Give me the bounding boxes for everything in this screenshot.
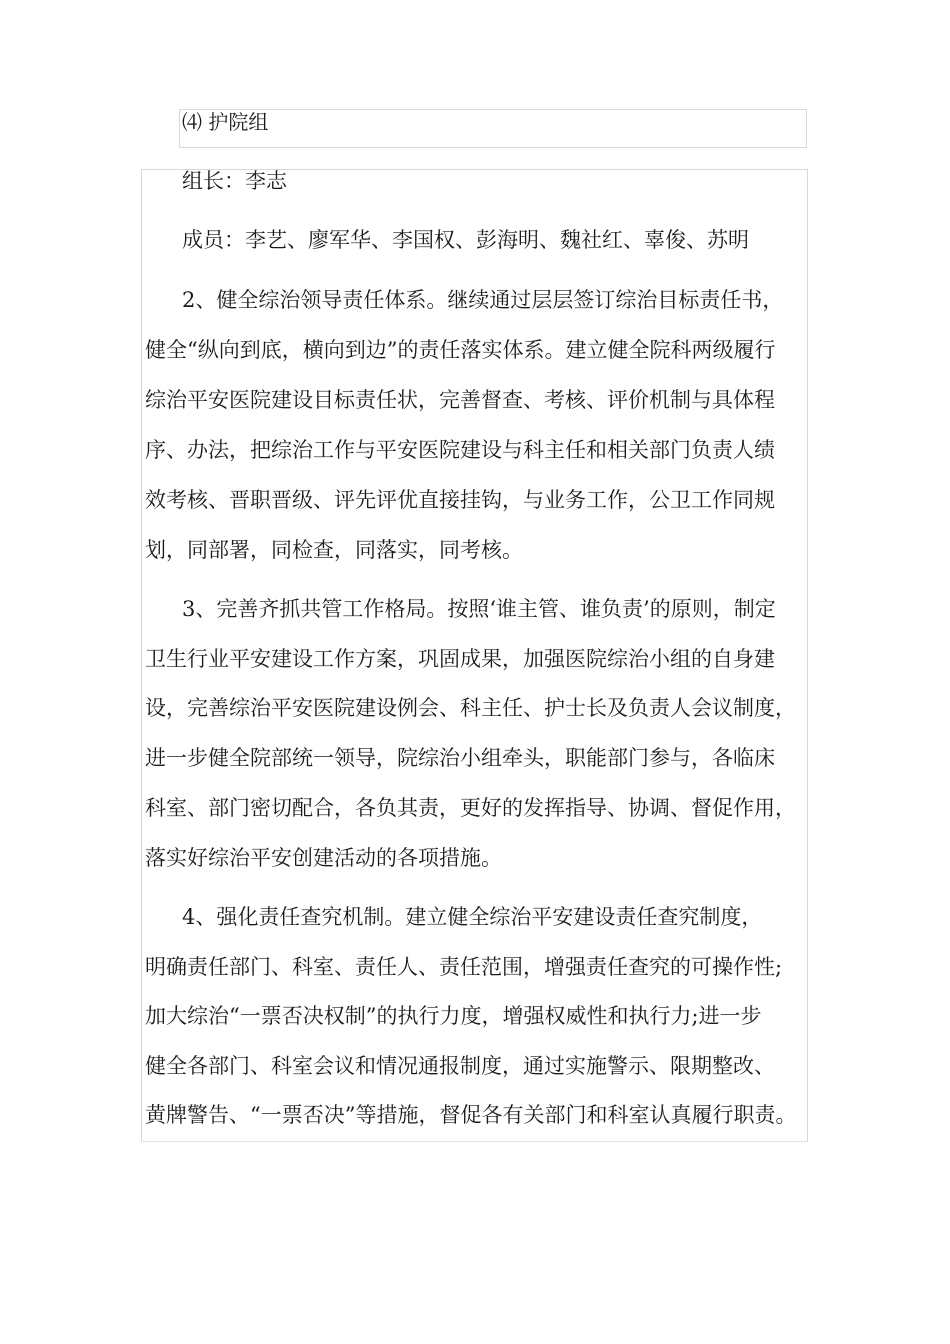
paragraph-line: 明确责任部门、科室、责任人、责任范围，增强责任查究的可操作性; <box>145 955 783 979</box>
paragraph-line: 落实好综治平安创建活动的各项措施。 <box>145 846 502 870</box>
paragraph-line: 加大综治“一票否决权制”的执行力度，增强权威性和执行力;进一步 <box>145 1004 762 1028</box>
paragraph-line: 3、完善齐抓共管工作格局。按照‘谁主管、谁负责’的原则，制定 <box>182 597 776 621</box>
paragraph-line: 2、健全综治领导责任体系。继续通过层层签订综治目标责任书， <box>182 288 784 312</box>
paragraph-line: 划，同部署，同检查，同落实，同考核。 <box>145 538 523 562</box>
paragraph-line: 健全各部门、科室会议和情况通报制度，通过实施警示、限期整改、 <box>145 1054 775 1078</box>
group-leader: 组长：李志 <box>182 169 287 193</box>
paragraph-line: 进一步健全院部统一领导，院综治小组牵头，职能部门参与，各临床 <box>145 746 775 770</box>
paragraph-line: 卫生行业平安建设工作方案，巩固成果，加强医院综治小组的自身建 <box>145 647 775 671</box>
section-heading: ⑷ 护院组 <box>182 110 269 134</box>
paragraph-line: 综治平安医院建设目标责任状，完善督查、考核、评价机制与具体程 <box>145 388 775 412</box>
group-members: 成员：李艺、廖军华、李国权、彭海明、魏社红、辜俊、苏明 <box>182 228 749 252</box>
paragraph-line: 设，完善综治平安医院建设例会、科主任、护士长及负责人会议制度， <box>145 696 796 720</box>
paragraph-line: 科室、部门密切配合，各负其责，更好的发挥指导、协调、督促作用， <box>145 796 796 820</box>
heading-frame <box>179 109 807 148</box>
paragraph-line: 效考核、晋职晋级、评先评优直接挂钩，与业务工作，公卫工作同规 <box>145 488 775 512</box>
paragraph-line: 序、办法，把综治工作与平安医院建设与科主任和相关部门负责人绩 <box>145 438 775 462</box>
paragraph-line: 黄牌警告、“一票否决”等措施，督促各有关部门和科室认真履行职责。 <box>145 1103 797 1127</box>
paragraph-line: 健全“纵向到底，横向到边”的责任落实体系。建立健全院科两级履行 <box>145 338 776 362</box>
paragraph-line: 4、强化责任查究机制。建立健全综治平安建设责任查究制度， <box>182 905 763 929</box>
